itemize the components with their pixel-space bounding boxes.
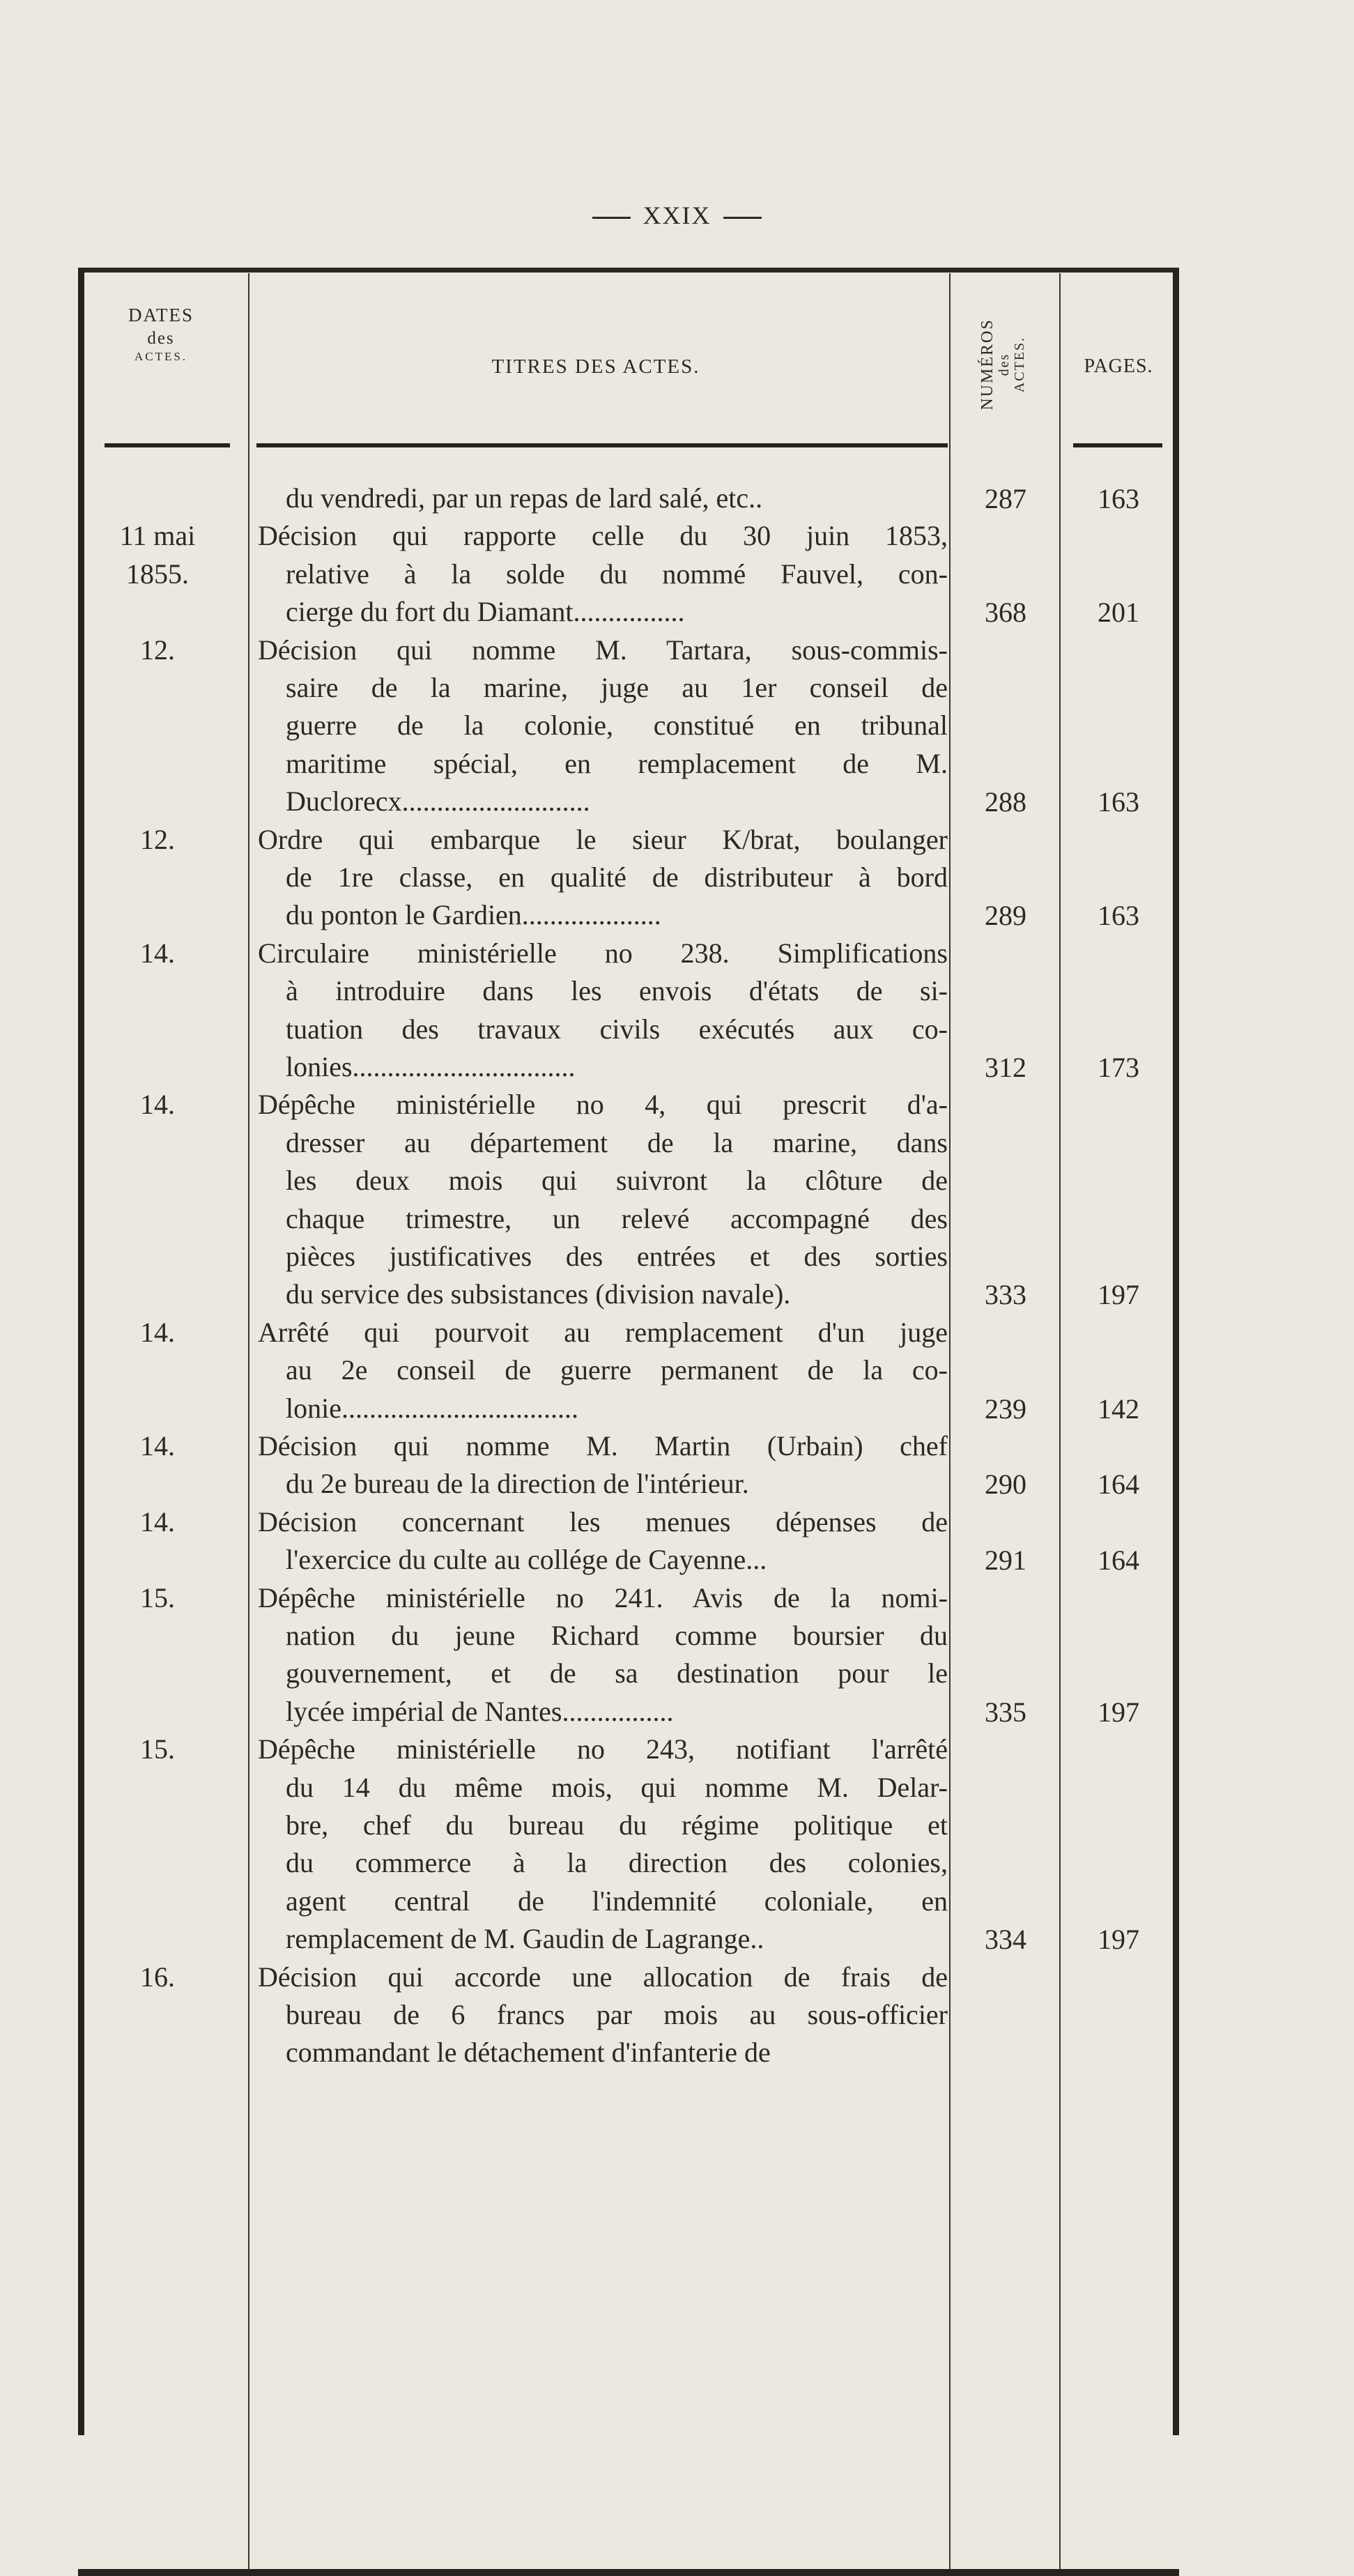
title-line: bureau de 6 francs par mois au sous-officier — [286, 1999, 948, 2030]
page-number-ref: 142 — [1098, 1393, 1139, 1425]
title-line: l'exercice du culte au collége de Cayenne... — [286, 1544, 767, 1576]
title-line: du 2e bureau de la direction de l'intérieur. — [286, 1468, 749, 1500]
column-divider — [248, 273, 249, 2569]
act-title — [258, 517, 948, 631]
title-line: commandant le détachement d'infanterie de — [286, 2037, 771, 2069]
title-line: Dépêche ministérielle no 241. Avis de la nomi- — [258, 1581, 948, 1613]
title-line: Décision qui nomme M. Martin (Urbain) chef — [258, 1430, 948, 1462]
title-line: du 14 du même mois, qui nomme M. Delar- — [286, 1771, 948, 1803]
act-date: 16. — [140, 1961, 175, 1993]
header-rule — [256, 443, 948, 447]
title-line: chaque trimestre, un relevé accompagné des — [286, 1202, 948, 1234]
act-date: 14. — [140, 1505, 175, 1538]
title-line: lonie.................................. — [286, 1392, 578, 1424]
title-line: cierge du fort du Diamant................ — [286, 596, 685, 628]
title-line: lonies................................ — [286, 1051, 576, 1083]
title-line: Dépêche ministérielle no 4, qui prescrit d'a- — [258, 1089, 948, 1121]
page-number-ref: 163 — [1098, 900, 1139, 932]
title-line: Décision qui accorde une allocation de frais de — [258, 1961, 948, 1993]
title-line: agent central de l'indemnité coloniale, en — [286, 1885, 948, 1917]
titles-column-header: TITRES DES ACTES. — [491, 355, 700, 378]
act-date: 14. — [140, 1430, 175, 1462]
act-date: 15. — [140, 1581, 175, 1613]
dates-header-line: DATES — [128, 305, 194, 325]
act-number: 335 — [985, 1696, 1026, 1728]
title-line: tuation des travaux civils exécutés aux co- — [286, 1013, 948, 1045]
title-line: lycée impérial de Nantes................ — [286, 1695, 674, 1727]
title-line: Dépêche ministérielle no 243, notifiant l'arrêté — [258, 1733, 948, 1765]
act-title — [258, 1579, 948, 1731]
act-number: 287 — [985, 483, 1026, 514]
act-date: 11 mai 1855. — [119, 520, 196, 590]
act-date: 14. — [140, 1089, 175, 1121]
dates-header-line: des — [147, 328, 175, 348]
title-line: dresser au département de la marine, dans — [286, 1126, 948, 1158]
title-line: du vendredi, par un repas de lard salé, etc.. — [286, 482, 763, 514]
dates-header-line: ACTES. — [134, 350, 188, 363]
title-line: Arrêté qui pourvoit au remplacement d'un juge — [258, 1316, 948, 1348]
dates-column-header — [88, 304, 234, 364]
page-number-ref: 173 — [1098, 1052, 1139, 1083]
title-line: relative à la solde du nommé Fauvel, con- — [286, 558, 948, 590]
act-title — [258, 1086, 948, 1313]
page-number-ref: 164 — [1098, 1469, 1139, 1501]
title-line: Décision qui nomme M. Tartara, sous-commis- — [258, 634, 948, 666]
title-line: Décision qui rapporte celle du 30 juin 1853, — [258, 520, 948, 552]
page-number-ref: 197 — [1098, 1279, 1139, 1311]
act-number: 290 — [985, 1469, 1026, 1501]
act-number: 291 — [985, 1544, 1026, 1577]
title-line: Duclorecx........................... — [286, 785, 590, 818]
act-title — [258, 480, 948, 517]
page-number-ref: 197 — [1098, 1924, 1139, 1956]
page-number-ref: 163 — [1098, 483, 1139, 514]
numeros-header-line: NUMÉROS — [978, 319, 997, 411]
act-number: 312 — [985, 1052, 1026, 1083]
title-line: gouvernement, et de sa destination pour le — [286, 1657, 948, 1689]
column-divider — [949, 273, 951, 2569]
act-date: 12. — [140, 634, 175, 666]
act-date: 15. — [140, 1733, 175, 1765]
title-line: bre, chef du bureau du régime politique et — [286, 1809, 948, 1841]
title-line: au 2e conseil de guerre permanent de la co- — [286, 1354, 948, 1386]
title-line: Circulaire ministérielle no 238. Simplifications — [258, 937, 948, 969]
numeros-header-line: ACTES. — [1012, 336, 1028, 393]
title-line: du commerce à la direction des colonies, — [286, 1847, 948, 1879]
act-title — [258, 1427, 948, 1503]
title-line: du service des subsistances (division navale). — [286, 1278, 791, 1310]
act-title — [258, 935, 948, 1087]
page-number-ref: 163 — [1098, 786, 1139, 818]
act-number: 334 — [985, 1924, 1026, 1956]
act-date: 14. — [140, 937, 175, 969]
page-number-ref: 164 — [1098, 1544, 1139, 1577]
act-number: 333 — [985, 1279, 1026, 1311]
title-line: du ponton le Gardien.................... — [286, 899, 661, 931]
column-divider — [1059, 273, 1061, 2569]
act-date: 14. — [140, 1316, 175, 1348]
act-title — [258, 821, 948, 935]
title-line: remplacement de M. Gaudin de Lagrange.. — [286, 1923, 764, 1955]
title-line: nation du jeune Richard comme boursier du — [286, 1620, 948, 1651]
page-header — [0, 201, 1354, 230]
act-title — [258, 1503, 948, 1579]
page-number-ref: 201 — [1098, 597, 1139, 629]
act-number: 288 — [985, 786, 1026, 818]
header-rule — [1073, 443, 1162, 447]
act-title — [258, 1731, 948, 1958]
numeros-header-line: des — [997, 353, 1013, 376]
act-number: 239 — [985, 1393, 1026, 1425]
title-line: guerre de la colonie, constitué en tribunal — [286, 710, 948, 742]
title-line: Ordre qui embarque le sieur K/brat, boulanger — [258, 823, 948, 855]
act-number: 368 — [985, 597, 1026, 629]
title-line: pièces justificatives des entrées et des sorties — [286, 1241, 948, 1273]
title-line: les deux mois qui suivront la clôture de — [286, 1165, 948, 1197]
title-line: à introduire dans les envois d'états de si- — [286, 975, 948, 1007]
title-line: Décision concernant les menues dépenses de — [258, 1505, 948, 1538]
page-number-ref: 197 — [1098, 1696, 1139, 1728]
page-number: XXIX — [643, 201, 711, 229]
act-number: 289 — [985, 900, 1026, 932]
act-date: 12. — [140, 823, 175, 855]
header-rule — [105, 443, 230, 447]
act-title — [258, 631, 948, 821]
act-title — [258, 1958, 948, 2072]
numeros-column-header — [951, 291, 1055, 438]
act-title — [258, 1314, 948, 1427]
table-bottom-rule — [78, 2569, 1179, 2576]
title-line: de 1re classe, en qualité de distributeur à bord — [286, 861, 948, 893]
pages-column-header: PAGES. — [1084, 355, 1153, 377]
title-line: saire de la marine, juge au 1er conseil de — [286, 672, 948, 703]
title-line: maritime spécial, en remplacement de M. — [286, 747, 948, 779]
